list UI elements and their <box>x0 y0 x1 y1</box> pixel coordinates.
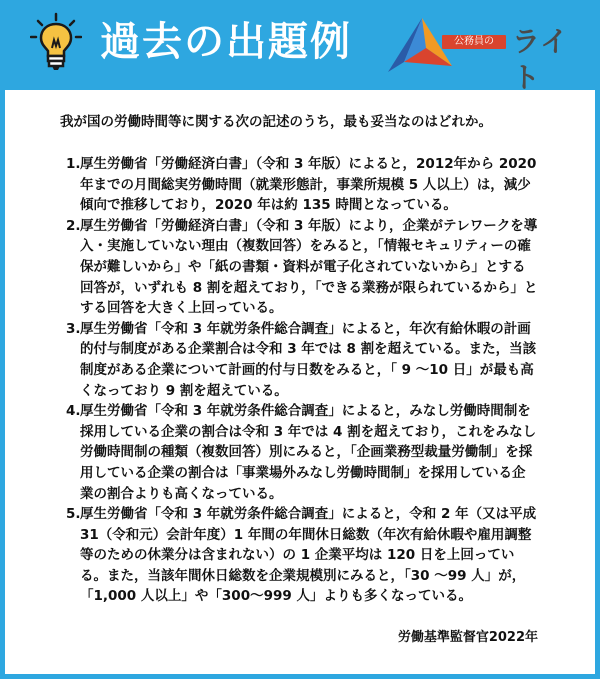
choice-item <box>60 216 538 319</box>
choice-text: 厚生労働省「労働経済白書」（令和 3 年版）により，企業がテレワークを導入・実施していない理由（複数回答）をみると，「情報セキュリティーの確保が難しいから」や「紙の書類・資料が電子化されていないから」とする回答が，いずれも 8 割を超えており，「できる業務が限られているから」とする回答を大きく上回っている。 <box>80 217 538 317</box>
choice-item <box>60 319 538 401</box>
choice-text: 厚生労働省「令和 3 年就労条件総合調査」によると，年次有給休暇の計画的付与制度がある企業割合は令和 3 年では 8 割を超えている。また，当該制度がある企業について計画的付与日数をみると，「 9 ～10 日」が最も高くなっており 9 割を超えている。 <box>80 320 537 399</box>
site-logo[interactable] <box>382 14 588 94</box>
header-banner <box>0 0 600 94</box>
choice-text: 厚生労働省「労働経済白書」（令和 3 年版）によると，2012年から 2020 年までの月間総実労働時間（就業形態計，事業所規模 5 人以上）は，減少傾向で推移しており，2020 年は約 135 時間となっている。 <box>80 156 537 214</box>
question-text: 我が国の労働時間等に関する次の記述のうち，最も妥当なのはどれか。 <box>60 114 492 130</box>
choice-number: 2. <box>66 217 81 234</box>
choice-list <box>60 154 538 607</box>
lightbulb-icon <box>30 12 82 72</box>
question-body <box>60 112 538 607</box>
choice-item <box>60 504 538 607</box>
page-title: 過去の出題例 <box>100 19 352 65</box>
choice-item <box>60 154 538 216</box>
choice-number: 4. <box>66 403 81 420</box>
choice-text: 厚生労働省「令和 3 年就労条件総合調査」によると，みなし労働時間制を採用している企業の割合は令和 3 年では 4 割を超えており，これをみなし労働時間制の種類（複数回答）別にみると，「企画業務型裁量労働制」を採用している企業の割合は「事業場外みなし労働時間制」を採用している企業の割合よりも高くなっている。 <box>80 403 537 502</box>
choice-number: 1. <box>66 156 81 172</box>
exam-source: 労働基準監督官2022年 <box>397 630 538 645</box>
logo-big-text: ライト <box>512 25 570 94</box>
logo-small-text: 公務員の <box>442 35 506 49</box>
choice-text: 厚生労働省「令和 3 年就労条件総合調査」によると，令和 2 年（又は平成 31（令和元）会計年度）1 年間の年間休日総数（年次有給休暇や雇用調整等のための休業分は含まれない）の 1 企業平均は 120 日を上回っている。また，当該年間休日総数を企業規模別にみると，「30 ～99 人」が，「1,000 人以上」や「300～999 人」よりも多くなっている。 <box>80 506 537 605</box>
choice-number: 3. <box>66 320 81 337</box>
choice-number: 5. <box>66 506 81 523</box>
choice-item <box>60 401 538 504</box>
